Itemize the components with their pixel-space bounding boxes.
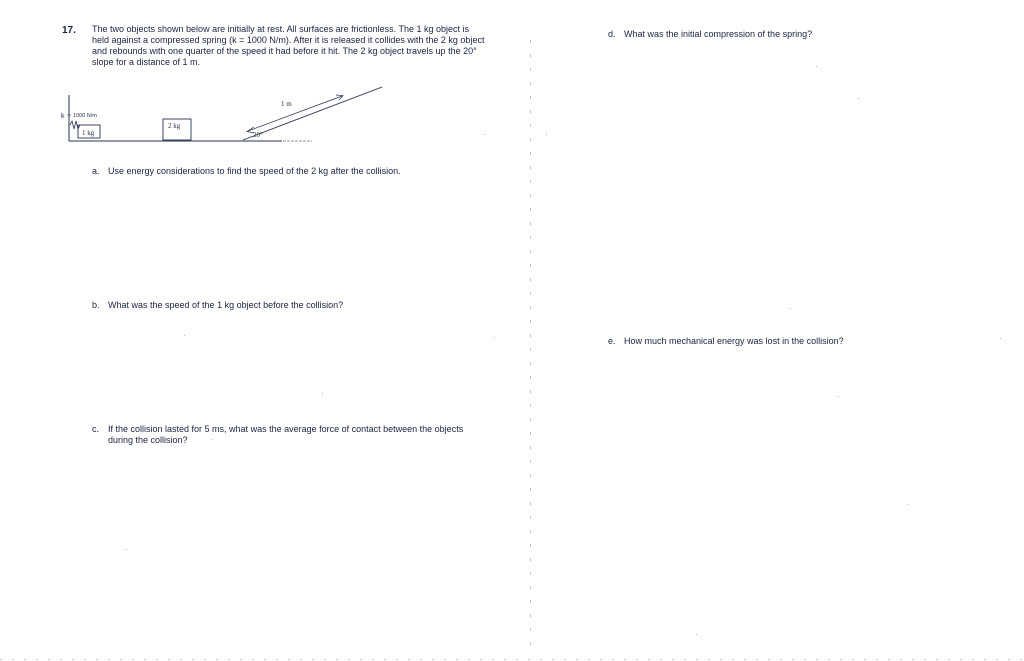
distance-label: 1 m bbox=[281, 100, 292, 108]
scan-speck bbox=[838, 396, 839, 397]
part-e-question bbox=[608, 336, 1008, 347]
part-d-text: What was the initial compression of the spring? bbox=[624, 29, 813, 39]
part-e-letter: e. bbox=[608, 336, 616, 346]
part-c-question bbox=[92, 424, 512, 446]
spring-constant-label: 1000 N/m bbox=[73, 113, 97, 119]
part-a-text: Use energy considerations to find the speed of the 2 kg after the collision. bbox=[108, 166, 401, 176]
scan-speck bbox=[858, 98, 859, 99]
spring-label: k bbox=[61, 113, 65, 120]
distance-arrow bbox=[248, 96, 342, 131]
problem-line-1: The two objects shown below are initially at rest. All surfaces are frictionless. The 1 kg object is bbox=[92, 24, 470, 34]
mass-1kg-label: 1 kg bbox=[82, 129, 95, 137]
part-b-question bbox=[92, 300, 512, 311]
scan-speck bbox=[1000, 338, 1001, 339]
question-number: 17. bbox=[62, 25, 76, 36]
part-c-text-line-2: during the collision? bbox=[108, 435, 188, 445]
scan-speck bbox=[494, 337, 495, 338]
problem-line-3: and rebounds with one quarter of the speed it had before it hit. The 2 kg object travels up the 20° bbox=[92, 46, 477, 56]
scan-speck bbox=[322, 393, 323, 394]
part-a-question bbox=[92, 166, 512, 177]
problem-line-2: held against a compressed spring (k = 1000 N/m). After it is released it collides with the 2 kg object bbox=[92, 35, 485, 45]
scan-speck bbox=[546, 134, 547, 135]
scan-speck bbox=[184, 335, 185, 336]
scan-speck bbox=[816, 66, 817, 67]
scan-speck bbox=[212, 439, 213, 440]
part-b-text: What was the speed of the 1 kg object before the collision? bbox=[108, 300, 344, 310]
angle-label: 20° bbox=[253, 131, 263, 139]
scan-speck bbox=[908, 504, 909, 505]
problem-statement bbox=[92, 24, 512, 68]
part-d-question bbox=[608, 29, 1008, 40]
part-d-letter: d. bbox=[608, 29, 616, 39]
scan-speck bbox=[484, 134, 485, 135]
scan-speck bbox=[790, 308, 791, 309]
problem-line-4: slope for a distance of 1 m. bbox=[92, 57, 201, 67]
bottom-edge-rule bbox=[0, 659, 1024, 660]
part-a-letter: a. bbox=[92, 166, 100, 176]
physics-diagram bbox=[60, 85, 390, 150]
incline-line bbox=[243, 87, 382, 140]
part-b-letter: b. bbox=[92, 300, 100, 310]
mass-2kg-label: 2 kg bbox=[168, 122, 181, 130]
column-divider bbox=[530, 40, 531, 650]
scan-speck bbox=[126, 549, 127, 550]
part-c-letter: c. bbox=[92, 424, 100, 434]
scan-speck bbox=[696, 634, 697, 635]
part-e-text: How much mechanical energy was lost in the collision? bbox=[624, 336, 844, 346]
part-c-text-line-1: If the collision lasted for 5 ms, what was the average force of contact between the objects bbox=[108, 424, 464, 434]
